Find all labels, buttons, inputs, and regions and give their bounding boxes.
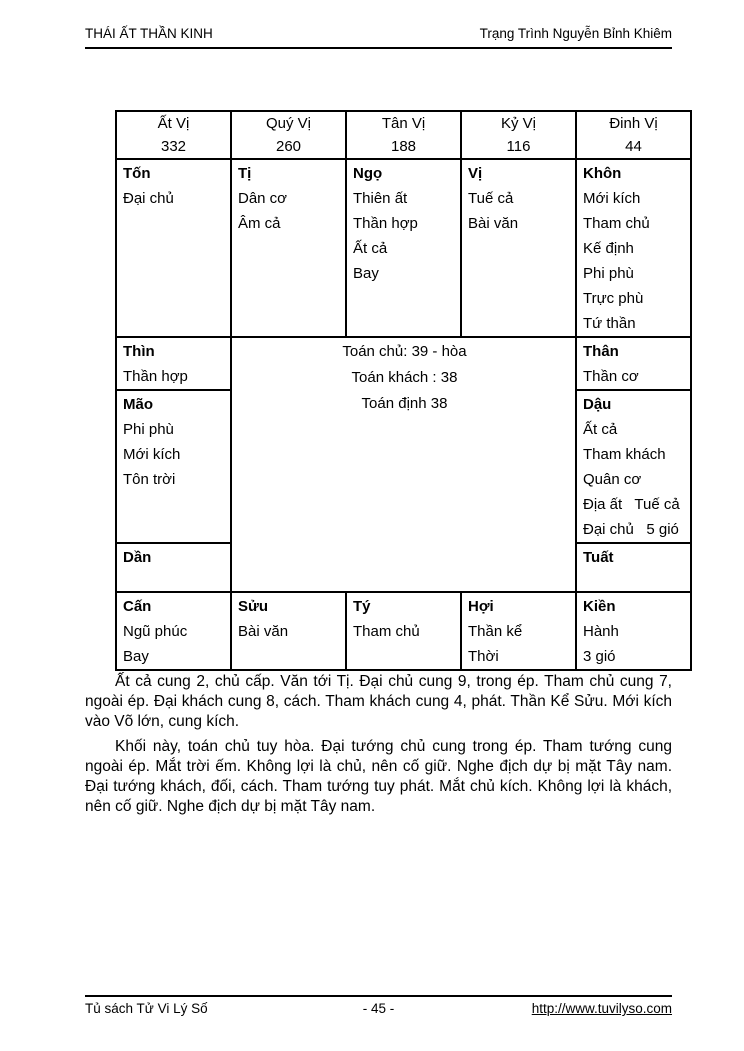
header-author: Trạng Trình Nguyễn Bỉnh Khiêm	[479, 26, 672, 41]
palace-items	[238, 619, 341, 644]
palace-items	[353, 186, 456, 286]
stem-cell-dinh-vi	[576, 111, 691, 159]
palace-thin	[116, 337, 231, 390]
palace-item: Tham chủ	[583, 215, 650, 232]
palace-ty	[346, 592, 461, 670]
palace-label: Thìn	[123, 343, 155, 360]
palace-label: Tị	[238, 165, 252, 182]
palace-item: Phi phù	[123, 421, 174, 438]
stem-value: 260	[275, 138, 302, 155]
palace-tuat	[576, 543, 691, 592]
palace-item: Mới kích	[123, 446, 181, 463]
palace-items	[468, 619, 571, 669]
palace-row-mid1	[116, 337, 691, 390]
palace-item: Đại chủ 5 gió	[583, 521, 679, 538]
palace-label: Ngọ	[353, 165, 383, 182]
palace-item: Thần cơ	[583, 368, 639, 385]
palace-item: Thiên ất	[353, 190, 408, 207]
palace-mao	[116, 390, 231, 543]
palace-item: Quân cơ	[583, 471, 642, 488]
palace-item: Hành	[583, 623, 619, 640]
palace-label: Dậu	[583, 396, 612, 413]
stem-cell-ky-vi	[461, 111, 576, 159]
palace-ton	[116, 159, 231, 337]
palace-item: Mới kích	[583, 190, 641, 207]
toan-dinh-line: Toán định 38	[361, 395, 448, 412]
palace-hoi	[461, 592, 576, 670]
palace-vi	[461, 159, 576, 337]
palace-item: Địa ất Tuế cả	[583, 496, 680, 513]
stem-value: 44	[625, 138, 642, 155]
footer-series-title: Tủ sách Tử Vi Lý Số	[85, 1001, 208, 1016]
stem-cell-tan-vi	[346, 111, 461, 159]
palace-item: 3 gió	[583, 648, 616, 665]
palace-item: Bay	[353, 265, 379, 282]
palace-item: Thần hợp	[123, 368, 188, 385]
stem-label: Đinh Vị	[609, 115, 658, 132]
stem-cell-at-vi	[116, 111, 231, 159]
palace-suu	[231, 592, 346, 670]
running-footer	[85, 995, 672, 1016]
stem-header-row	[116, 111, 691, 159]
paragraph-2: Khối này, toán chủ tuy hòa. Đại tướng chủ cung trong ép. Tham tướng cung ngoài ép. Mắt trời ếm. Không lợi là chủ, nên cố giữ. Nghe địch dự bị mặt Tây nam. Đại tướng khách, đối, cách. Tham tướng tuy phát. Mắt chủ kích. Không lợi là khách, nên cố giữ. Nghe địch dự bị mặt Tây nam.	[85, 738, 672, 815]
palace-label: Sửu	[238, 598, 269, 615]
thai-at-chart-table	[115, 110, 692, 671]
palace-label: Khôn	[583, 165, 622, 182]
stem-label: Ất Vị	[157, 115, 190, 132]
palace-items	[123, 364, 226, 389]
palace-label: Dần	[123, 549, 152, 566]
palace-item: Thời	[468, 648, 499, 665]
palace-item: Bay	[123, 648, 149, 665]
header-title: THÁI ẤT THẦN KINH	[85, 26, 213, 41]
stem-label: Tân Vị	[381, 115, 426, 132]
palace-label: Tốn	[123, 165, 151, 182]
palace-item: Kế định	[583, 240, 634, 257]
palace-label: Cấn	[123, 598, 152, 615]
palace-item: Bài văn	[238, 623, 289, 640]
palace-label: Kiền	[583, 598, 616, 615]
palace-item: Thần hợp	[353, 215, 418, 232]
palace-item: Âm cả	[238, 215, 281, 232]
palace-item: Tứ thần	[583, 315, 636, 332]
palace-label: Tý	[353, 598, 371, 615]
palace-items	[583, 619, 686, 669]
palace-items	[583, 186, 686, 336]
palace-item: Thần kể	[468, 623, 523, 640]
center-calculation-cell	[231, 337, 576, 592]
stem-value: 116	[506, 138, 531, 155]
palace-items	[583, 364, 686, 389]
palace-item: Ngũ phúc	[123, 623, 188, 640]
commentary-text	[85, 672, 672, 822]
palace-item: Bài văn	[468, 215, 519, 232]
palace-item: Trực phù	[583, 290, 644, 307]
palace-items	[123, 417, 226, 492]
palace-row-top	[116, 159, 691, 337]
palace-item: Tôn trời	[123, 471, 176, 488]
running-header	[85, 26, 672, 49]
palace-items	[123, 186, 226, 211]
toan-khach-line: Toán khách : 38	[351, 369, 458, 386]
palace-kien	[576, 592, 691, 670]
palace-label: Mão	[123, 396, 153, 413]
page-number: - 45 -	[362, 1001, 395, 1016]
palace-item: Phi phù	[583, 265, 634, 282]
palace-label: Vị	[468, 165, 483, 182]
palace-than	[576, 337, 691, 390]
palace-item: Đại chủ	[123, 190, 174, 207]
palace-items	[353, 619, 456, 644]
palace-can	[116, 592, 231, 670]
stem-label: Kỷ Vị	[500, 115, 536, 132]
palace-items	[123, 619, 226, 669]
stem-label: Quý Vị	[265, 115, 311, 132]
palace-item: Ất cả	[583, 421, 618, 438]
palace-row-bottom	[116, 592, 691, 670]
palace-item: Tuế cả	[468, 190, 514, 207]
palace-item: Tham chủ	[353, 623, 420, 640]
palace-label: Thân	[583, 343, 619, 360]
palace-khon	[576, 159, 691, 337]
palace-items	[583, 417, 686, 542]
palace-label: Tuất	[583, 549, 614, 566]
palace-dan	[116, 543, 231, 592]
stem-value: 188	[390, 138, 417, 155]
footer-website-link[interactable]: http://www.tuvilyso.com	[531, 1001, 673, 1016]
palace-item: Ất cả	[353, 240, 388, 257]
paragraph-1: Ất cả cung 2, chủ cấp. Văn tới Tị. Đại chủ cung 9, trong ép. Tham chủ cung 7, ngoài ép. Đại khách cung 8, cách. Tham khách cung 4, phát. Thần Kể Sửu. Mới kích vào Võ lớn, cung kích.	[85, 673, 672, 730]
toan-chu-line: Toán chủ: 39 - hòa	[342, 343, 467, 360]
palace-label: Hợi	[468, 598, 494, 615]
palace-dau	[576, 390, 691, 543]
stem-value: 332	[160, 138, 187, 155]
palace-items	[238, 186, 341, 236]
palace-item: Tham khách	[583, 446, 666, 463]
palace-ti	[231, 159, 346, 337]
palace-items	[468, 186, 571, 236]
stem-cell-quy-vi	[231, 111, 346, 159]
palace-item: Dân cơ	[238, 190, 288, 207]
palace-ngo	[346, 159, 461, 337]
